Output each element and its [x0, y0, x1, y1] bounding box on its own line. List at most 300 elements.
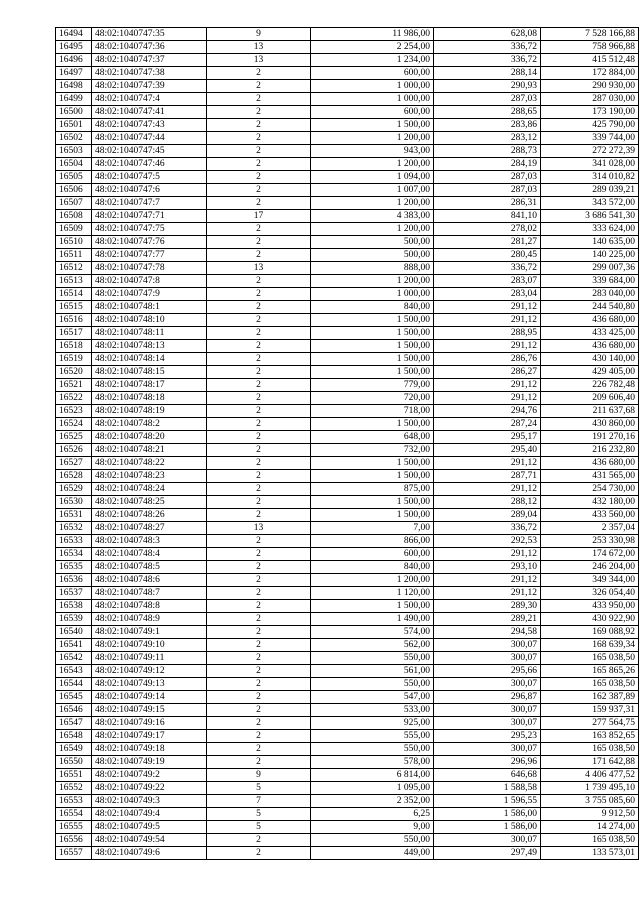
unit-value-cell: 336,72: [434, 522, 541, 535]
area-cell: 840,00: [311, 301, 434, 314]
unit-value-cell: 292,53: [434, 535, 541, 548]
unit-value-cell: 278,02: [434, 223, 541, 236]
area-cell: 1 200,00: [311, 223, 434, 236]
row-number-cell: 16541: [56, 639, 92, 652]
unit-value-cell: 295,40: [434, 444, 541, 457]
area-cell: 555,00: [311, 730, 434, 743]
cadastral-value-cell: 1 739 495,10: [541, 782, 639, 795]
table-row: [56, 509, 639, 522]
cadastral-number-cell: 48:02:1040749:5: [92, 821, 207, 834]
group-code-cell: 2: [207, 158, 311, 171]
area-cell: 7,00: [311, 522, 434, 535]
cadastral-number-cell: 48:02:1040747:38: [92, 67, 207, 80]
area-cell: 600,00: [311, 67, 434, 80]
table-row: [56, 366, 639, 379]
cadastral-value-cell: 343 572,00: [541, 197, 639, 210]
unit-value-cell: 291,12: [434, 314, 541, 327]
cadastral-value-cell: 133 573,01: [541, 847, 639, 860]
table-row: [56, 665, 639, 678]
area-cell: 561,00: [311, 665, 434, 678]
table-row: [56, 795, 639, 808]
row-number-cell: 16552: [56, 782, 92, 795]
area-cell: 1 000,00: [311, 93, 434, 106]
cadastral-value-cell: 244 540,80: [541, 301, 639, 314]
row-number-cell: 16524: [56, 418, 92, 431]
unit-value-cell: 283,86: [434, 119, 541, 132]
unit-value-cell: 294,76: [434, 405, 541, 418]
unit-value-cell: 336,72: [434, 262, 541, 275]
area-cell: 11 986,00: [311, 28, 434, 41]
area-cell: 600,00: [311, 548, 434, 561]
table-row: [56, 704, 639, 717]
unit-value-cell: 283,07: [434, 275, 541, 288]
table-row: [56, 249, 639, 262]
area-cell: 1 120,00: [311, 587, 434, 600]
cadastral-value-cell: 174 672,00: [541, 548, 639, 561]
cadastral-number-cell: 48:02:1040748:22: [92, 457, 207, 470]
group-code-cell: 2: [207, 353, 311, 366]
cadastral-value-cell: 165 038,50: [541, 743, 639, 756]
group-code-cell: 2: [207, 574, 311, 587]
area-cell: 1 490,00: [311, 613, 434, 626]
row-number-cell: 16527: [56, 457, 92, 470]
cadastral-number-cell: 48:02:1040747:71: [92, 210, 207, 223]
cadastral-value-cell: 165 038,50: [541, 652, 639, 665]
cadastral-value-cell: 277 564,75: [541, 717, 639, 730]
cadastral-value-cell: 299 007,36: [541, 262, 639, 275]
row-number-cell: 16504: [56, 158, 92, 171]
unit-value-cell: 287,71: [434, 470, 541, 483]
area-cell: 578,00: [311, 756, 434, 769]
cadastral-number-cell: 48:02:1040748:14: [92, 353, 207, 366]
area-cell: 866,00: [311, 535, 434, 548]
cadastral-value-cell: 283 040,00: [541, 288, 639, 301]
row-number-cell: 16532: [56, 522, 92, 535]
area-cell: 1 200,00: [311, 197, 434, 210]
cadastral-value-cell: 7 528 166,88: [541, 28, 639, 41]
cadastral-number-cell: 48:02:1040748:13: [92, 340, 207, 353]
cadastral-number-cell: 48:02:1040747:4: [92, 93, 207, 106]
group-code-cell: 2: [207, 626, 311, 639]
cadastral-value-cell: 211 637,68: [541, 405, 639, 418]
table-row: [56, 288, 639, 301]
area-cell: 648,00: [311, 431, 434, 444]
group-code-cell: 2: [207, 717, 311, 730]
group-code-cell: 2: [207, 457, 311, 470]
row-number-cell: 16545: [56, 691, 92, 704]
area-cell: 732,00: [311, 444, 434, 457]
row-number-cell: 16549: [56, 743, 92, 756]
row-number-cell: 16498: [56, 80, 92, 93]
row-number-cell: 16542: [56, 652, 92, 665]
unit-value-cell: 1 586,00: [434, 808, 541, 821]
unit-value-cell: 289,21: [434, 613, 541, 626]
area-cell: 1 000,00: [311, 288, 434, 301]
unit-value-cell: 290,93: [434, 80, 541, 93]
area-cell: 720,00: [311, 392, 434, 405]
row-number-cell: 16502: [56, 132, 92, 145]
row-number-cell: 16531: [56, 509, 92, 522]
area-cell: 547,00: [311, 691, 434, 704]
cadastral-number-cell: 48:02:1040747:8: [92, 275, 207, 288]
cadastral-number-cell: 48:02:1040749:15: [92, 704, 207, 717]
area-cell: 1 095,00: [311, 782, 434, 795]
area-cell: 1 500,00: [311, 496, 434, 509]
group-code-cell: 2: [207, 691, 311, 704]
cadastral-number-cell: 48:02:1040747:75: [92, 223, 207, 236]
unit-value-cell: 628,08: [434, 28, 541, 41]
unit-value-cell: 281,27: [434, 236, 541, 249]
group-code-cell: 2: [207, 197, 311, 210]
row-number-cell: 16518: [56, 340, 92, 353]
cadastral-number-cell: 48:02:1040748:24: [92, 483, 207, 496]
unit-value-cell: 288,73: [434, 145, 541, 158]
cadastral-number-cell: 48:02:1040748:19: [92, 405, 207, 418]
group-code-cell: 2: [207, 834, 311, 847]
cadastral-value-cell: 169 088,92: [541, 626, 639, 639]
cadastral-number-cell: 48:02:1040748:8: [92, 600, 207, 613]
row-number-cell: 16551: [56, 769, 92, 782]
cadastral-value-cell: 168 639,34: [541, 639, 639, 652]
area-cell: 2 254,00: [311, 41, 434, 54]
cadastral-number-cell: 48:02:1040747:46: [92, 158, 207, 171]
row-number-cell: 16546: [56, 704, 92, 717]
unit-value-cell: 336,72: [434, 41, 541, 54]
unit-value-cell: 284,19: [434, 158, 541, 171]
cadastral-number-cell: 48:02:1040749:19: [92, 756, 207, 769]
table-row: [56, 808, 639, 821]
row-number-cell: 16500: [56, 106, 92, 119]
row-number-cell: 16533: [56, 535, 92, 548]
row-number-cell: 16543: [56, 665, 92, 678]
table-row: [56, 639, 639, 652]
group-code-cell: 13: [207, 522, 311, 535]
cadastral-number-cell: 48:02:1040748:20: [92, 431, 207, 444]
row-number-cell: 16497: [56, 67, 92, 80]
cadastral-number-cell: 48:02:1040747:43: [92, 119, 207, 132]
table-row: [56, 327, 639, 340]
group-code-cell: 2: [207, 67, 311, 80]
unit-value-cell: 1 588,58: [434, 782, 541, 795]
row-number-cell: 16494: [56, 28, 92, 41]
cadastral-value-cell: 163 852,65: [541, 730, 639, 743]
row-number-cell: 16526: [56, 444, 92, 457]
cadastral-number-cell: 48:02:1040747:6: [92, 184, 207, 197]
group-code-cell: 2: [207, 535, 311, 548]
group-code-cell: 2: [207, 743, 311, 756]
group-code-cell: 2: [207, 106, 311, 119]
table-row: [56, 236, 639, 249]
group-code-cell: 2: [207, 756, 311, 769]
area-cell: 1 007,00: [311, 184, 434, 197]
cadastral-value-table: [55, 27, 639, 860]
cadastral-value-cell: 171 642,88: [541, 756, 639, 769]
group-code-cell: 2: [207, 678, 311, 691]
cadastral-value-cell: 433 425,00: [541, 327, 639, 340]
area-cell: 888,00: [311, 262, 434, 275]
cadastral-value-cell: 436 680,00: [541, 457, 639, 470]
cadastral-number-cell: 48:02:1040748:7: [92, 587, 207, 600]
cadastral-number-cell: 48:02:1040747:36: [92, 41, 207, 54]
unit-value-cell: 289,30: [434, 600, 541, 613]
cadastral-value-cell: 246 204,00: [541, 561, 639, 574]
table-row: [56, 184, 639, 197]
unit-value-cell: 336,72: [434, 54, 541, 67]
row-number-cell: 16554: [56, 808, 92, 821]
cadastral-number-cell: 48:02:1040747:44: [92, 132, 207, 145]
unit-value-cell: 288,65: [434, 106, 541, 119]
row-number-cell: 16529: [56, 483, 92, 496]
table-row: [56, 80, 639, 93]
area-cell: 6,25: [311, 808, 434, 821]
cadastral-number-cell: 48:02:1040747:5: [92, 171, 207, 184]
group-code-cell: 2: [207, 392, 311, 405]
cadastral-value-cell: 159 937,31: [541, 704, 639, 717]
group-code-cell: 2: [207, 652, 311, 665]
cadastral-number-cell: 48:02:1040748:6: [92, 574, 207, 587]
unit-value-cell: 283,12: [434, 132, 541, 145]
table-row: [56, 301, 639, 314]
cadastral-number-cell: 48:02:1040747:45: [92, 145, 207, 158]
table-row: [56, 67, 639, 80]
table-row: [56, 717, 639, 730]
table-row: [56, 145, 639, 158]
cadastral-value-cell: 314 010,82: [541, 171, 639, 184]
row-number-cell: 16535: [56, 561, 92, 574]
unit-value-cell: 300,07: [434, 743, 541, 756]
row-number-cell: 16522: [56, 392, 92, 405]
row-number-cell: 16519: [56, 353, 92, 366]
unit-value-cell: 1 586,00: [434, 821, 541, 834]
cadastral-value-cell: 339 744,00: [541, 132, 639, 145]
group-code-cell: 2: [207, 340, 311, 353]
table-row: [56, 600, 639, 613]
area-cell: 718,00: [311, 405, 434, 418]
table-row: [56, 847, 639, 860]
unit-value-cell: 841,10: [434, 210, 541, 223]
cadastral-value-cell: 3 686 541,30: [541, 210, 639, 223]
unit-value-cell: 646,68: [434, 769, 541, 782]
table-row: [56, 457, 639, 470]
group-code-cell: 2: [207, 470, 311, 483]
row-number-cell: 16495: [56, 41, 92, 54]
cadastral-value-cell: 9 912,50: [541, 808, 639, 821]
cadastral-number-cell: 48:02:1040748:1: [92, 301, 207, 314]
row-number-cell: 16553: [56, 795, 92, 808]
area-cell: 1 200,00: [311, 158, 434, 171]
group-code-cell: 2: [207, 314, 311, 327]
cadastral-number-cell: 48:02:1040747:35: [92, 28, 207, 41]
area-cell: 840,00: [311, 561, 434, 574]
group-code-cell: 2: [207, 639, 311, 652]
group-code-cell: 2: [207, 93, 311, 106]
unit-value-cell: 1 596,55: [434, 795, 541, 808]
unit-value-cell: 288,14: [434, 67, 541, 80]
cadastral-value-cell: 272 272,39: [541, 145, 639, 158]
row-number-cell: 16548: [56, 730, 92, 743]
table-row: [56, 132, 639, 145]
cadastral-number-cell: 48:02:1040747:37: [92, 54, 207, 67]
cadastral-value-cell: 290 930,00: [541, 80, 639, 93]
row-number-cell: 16512: [56, 262, 92, 275]
table-row: [56, 444, 639, 457]
cadastral-number-cell: 48:02:1040748:5: [92, 561, 207, 574]
group-code-cell: 2: [207, 236, 311, 249]
cadastral-number-cell: 48:02:1040748:10: [92, 314, 207, 327]
group-code-cell: 9: [207, 28, 311, 41]
unit-value-cell: 295,17: [434, 431, 541, 444]
area-cell: 533,00: [311, 704, 434, 717]
unit-value-cell: 300,07: [434, 717, 541, 730]
table-row: [56, 535, 639, 548]
cadastral-number-cell: 48:02:1040747:76: [92, 236, 207, 249]
unit-value-cell: 286,27: [434, 366, 541, 379]
row-number-cell: 16550: [56, 756, 92, 769]
cadastral-value-cell: 254 730,00: [541, 483, 639, 496]
table-row: [56, 691, 639, 704]
table-row: [56, 483, 639, 496]
area-cell: 1 500,00: [311, 509, 434, 522]
unit-value-cell: 287,03: [434, 93, 541, 106]
table-row: [56, 392, 639, 405]
cadastral-number-cell: 48:02:1040747:7: [92, 197, 207, 210]
row-number-cell: 16499: [56, 93, 92, 106]
table-row: [56, 834, 639, 847]
row-number-cell: 16521: [56, 379, 92, 392]
cadastral-number-cell: 48:02:1040749:22: [92, 782, 207, 795]
group-code-cell: 2: [207, 483, 311, 496]
area-cell: 1 000,00: [311, 80, 434, 93]
area-cell: 1 500,00: [311, 457, 434, 470]
cadastral-number-cell: 48:02:1040749:16: [92, 717, 207, 730]
row-number-cell: 16528: [56, 470, 92, 483]
cadastral-value-cell: 140 225,00: [541, 249, 639, 262]
row-number-cell: 16538: [56, 600, 92, 613]
group-code-cell: 2: [207, 561, 311, 574]
cadastral-value-cell: 2 357,04: [541, 522, 639, 535]
cadastral-value-cell: 216 232,80: [541, 444, 639, 457]
area-cell: 1 200,00: [311, 132, 434, 145]
cadastral-number-cell: 48:02:1040747:39: [92, 80, 207, 93]
cadastral-value-cell: 253 330,98: [541, 535, 639, 548]
cadastral-value-cell: 341 028,00: [541, 158, 639, 171]
group-code-cell: 5: [207, 808, 311, 821]
cadastral-value-cell: 430 922,90: [541, 613, 639, 626]
group-code-cell: 2: [207, 587, 311, 600]
cadastral-number-cell: 48:02:1040749:10: [92, 639, 207, 652]
table-row: [56, 743, 639, 756]
cadastral-value-cell: 429 405,00: [541, 366, 639, 379]
unit-value-cell: 280,45: [434, 249, 541, 262]
row-number-cell: 16509: [56, 223, 92, 236]
table-row: [56, 756, 639, 769]
table-row: [56, 171, 639, 184]
table-row: [56, 561, 639, 574]
table-row: [56, 28, 639, 41]
area-cell: 1 500,00: [311, 119, 434, 132]
table-row: [56, 431, 639, 444]
group-code-cell: 2: [207, 509, 311, 522]
cadastral-number-cell: 48:02:1040747:78: [92, 262, 207, 275]
cadastral-number-cell: 48:02:1040748:2: [92, 418, 207, 431]
area-cell: 779,00: [311, 379, 434, 392]
group-code-cell: 2: [207, 275, 311, 288]
unit-value-cell: 291,12: [434, 301, 541, 314]
row-number-cell: 16539: [56, 613, 92, 626]
cadastral-number-cell: 48:02:1040748:25: [92, 496, 207, 509]
area-cell: 449,00: [311, 847, 434, 860]
cadastral-number-cell: 48:02:1040749:1: [92, 626, 207, 639]
table-row: [56, 158, 639, 171]
area-cell: 550,00: [311, 834, 434, 847]
table-row: [56, 275, 639, 288]
table-row: [56, 41, 639, 54]
row-number-cell: 16555: [56, 821, 92, 834]
table-row: [56, 470, 639, 483]
area-cell: 1 500,00: [311, 340, 434, 353]
table-row: [56, 314, 639, 327]
table-row: [56, 223, 639, 236]
group-code-cell: 7: [207, 795, 311, 808]
cadastral-value-cell: 289 039,21: [541, 184, 639, 197]
area-cell: 550,00: [311, 678, 434, 691]
row-number-cell: 16525: [56, 431, 92, 444]
unit-value-cell: 300,07: [434, 652, 541, 665]
cadastral-value-cell: 4 406 477,52: [541, 769, 639, 782]
cadastral-number-cell: 48:02:1040749:54: [92, 834, 207, 847]
area-cell: 943,00: [311, 145, 434, 158]
area-cell: 875,00: [311, 483, 434, 496]
group-code-cell: 2: [207, 145, 311, 158]
table-row: [56, 626, 639, 639]
unit-value-cell: 287,24: [434, 418, 541, 431]
area-cell: 574,00: [311, 626, 434, 639]
cadastral-number-cell: 48:02:1040749:3: [92, 795, 207, 808]
unit-value-cell: 291,12: [434, 574, 541, 587]
area-cell: 6 814,00: [311, 769, 434, 782]
unit-value-cell: 286,76: [434, 353, 541, 366]
table-row: [56, 782, 639, 795]
cadastral-value-cell: 326 054,40: [541, 587, 639, 600]
area-cell: 1 500,00: [311, 314, 434, 327]
cadastral-value-cell: 415 512,48: [541, 54, 639, 67]
cadastral-value-cell: 436 680,00: [541, 314, 639, 327]
cadastral-value-cell: 425 790,00: [541, 119, 639, 132]
cadastral-value-cell: 333 624,00: [541, 223, 639, 236]
table-row: [56, 379, 639, 392]
row-number-cell: 16510: [56, 236, 92, 249]
area-cell: 600,00: [311, 106, 434, 119]
cadastral-value-cell: 226 782,48: [541, 379, 639, 392]
cadastral-value-cell: 339 684,00: [541, 275, 639, 288]
area-cell: 1 234,00: [311, 54, 434, 67]
group-code-cell: 2: [207, 704, 311, 717]
unit-value-cell: 291,12: [434, 587, 541, 600]
cadastral-number-cell: 48:02:1040749:18: [92, 743, 207, 756]
table-row: [56, 678, 639, 691]
cadastral-value-cell: 430 140,00: [541, 353, 639, 366]
group-code-cell: 2: [207, 847, 311, 860]
row-number-cell: 16540: [56, 626, 92, 639]
unit-value-cell: 294,58: [434, 626, 541, 639]
group-code-cell: 2: [207, 184, 311, 197]
group-code-cell: 2: [207, 730, 311, 743]
unit-value-cell: 289,04: [434, 509, 541, 522]
cadastral-value-cell: 430 860,00: [541, 418, 639, 431]
group-code-cell: 2: [207, 418, 311, 431]
unit-value-cell: 291,12: [434, 548, 541, 561]
unit-value-cell: 288,95: [434, 327, 541, 340]
